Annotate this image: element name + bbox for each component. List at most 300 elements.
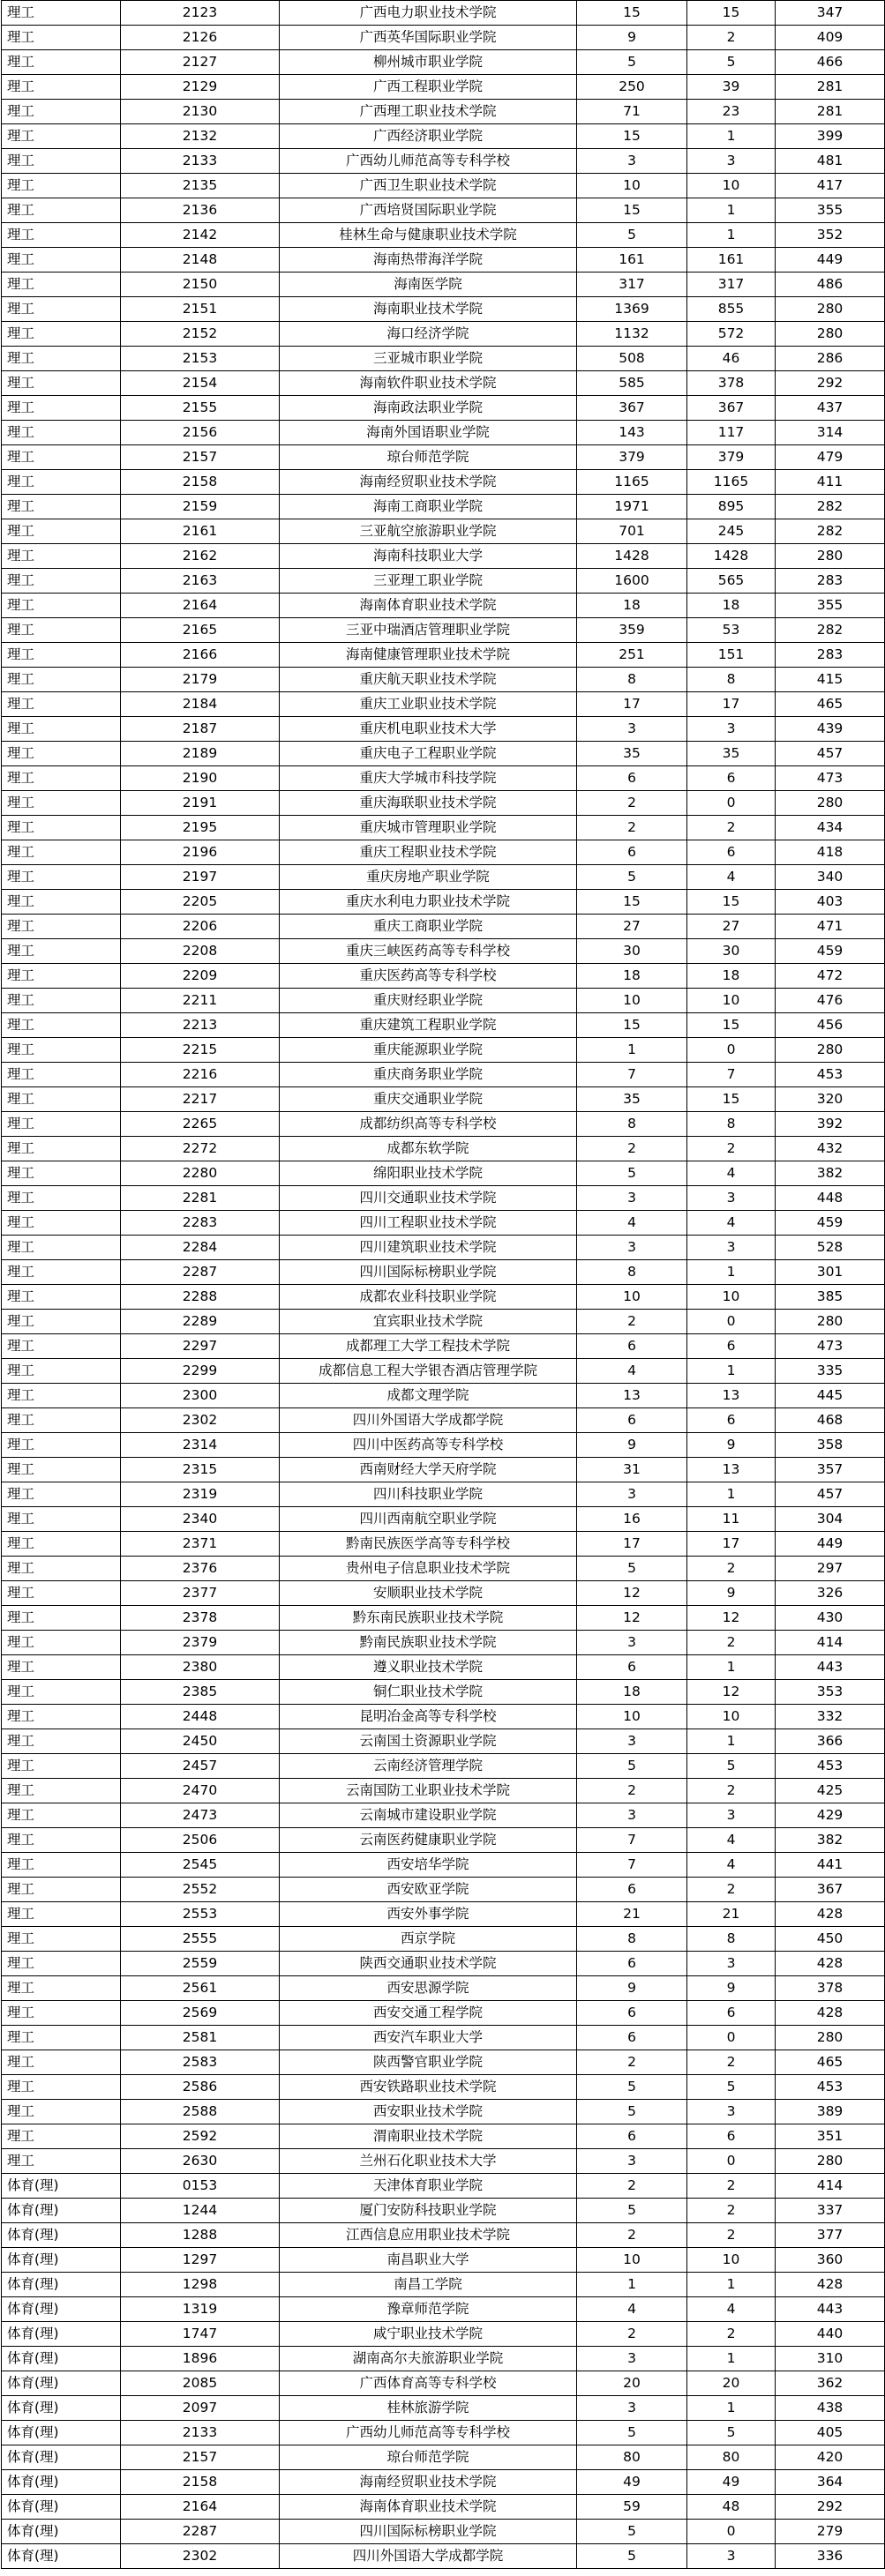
school-code-cell: 2506 (121, 1828, 280, 1853)
school-code-cell: 2133 (121, 149, 280, 174)
school-code-cell: 0153 (121, 2174, 280, 2199)
min-score-cell: 476 (776, 989, 885, 1013)
min-score-cell: 437 (776, 396, 885, 421)
school-name-cell: 云南医药健康职业学院 (280, 1828, 577, 1853)
min-score-cell: 429 (776, 1803, 885, 1828)
category-cell: 理工 (2, 1161, 121, 1186)
min-score-cell: 405 (776, 2421, 885, 2445)
school-code-cell: 2157 (121, 445, 280, 470)
plan-count-cell: 6 (577, 1408, 687, 1433)
plan-count-cell: 31 (577, 1458, 687, 1482)
school-code-cell: 2148 (121, 248, 280, 273)
min-score-cell: 443 (776, 2297, 885, 2322)
school-code-cell: 2187 (121, 717, 280, 742)
table-row (2, 2396, 885, 2421)
min-score-cell: 282 (776, 495, 885, 519)
min-score-cell: 382 (776, 1828, 885, 1853)
table-row (2, 2124, 885, 2149)
school-code-cell: 2151 (121, 297, 280, 322)
table-row (2, 964, 885, 989)
category-cell: 理工 (2, 1112, 121, 1137)
school-name-cell: 海南软件职业技术学院 (280, 371, 577, 396)
admitted-count-cell: 48 (687, 2495, 776, 2520)
min-score-cell: 377 (776, 2223, 885, 2248)
admitted-count-cell: 2 (687, 1557, 776, 1581)
school-code-cell: 2340 (121, 1507, 280, 1532)
table-row (2, 544, 885, 569)
category-cell: 理工 (2, 75, 121, 100)
category-cell: 体育(理) (2, 2544, 121, 2569)
plan-count-cell: 8 (577, 1927, 687, 1952)
min-score-cell: 418 (776, 840, 885, 865)
plan-count-cell: 6 (577, 1878, 687, 1902)
plan-count-cell: 2 (577, 2050, 687, 2075)
category-cell: 理工 (2, 742, 121, 766)
school-name-cell: 重庆海联职业技术学院 (280, 791, 577, 816)
min-score-cell: 438 (776, 2396, 885, 2421)
category-cell: 体育(理) (2, 2371, 121, 2396)
school-code-cell: 2630 (121, 2149, 280, 2174)
school-name-cell: 成都理工大学工程技术学院 (280, 1334, 577, 1359)
plan-count-cell: 16 (577, 1507, 687, 1532)
table-row (2, 1507, 885, 1532)
school-name-cell: 贵州电子信息职业技术学院 (280, 1557, 577, 1581)
min-score-cell: 378 (776, 1976, 885, 2001)
plan-count-cell: 701 (577, 519, 687, 544)
school-code-cell: 2592 (121, 2124, 280, 2149)
school-code-cell: 2097 (121, 2396, 280, 2421)
category-cell: 理工 (2, 1137, 121, 1161)
min-score-cell: 351 (776, 2124, 885, 2149)
school-name-cell: 海南健康管理职业技术学院 (280, 643, 577, 668)
min-score-cell: 360 (776, 2248, 885, 2273)
admitted-count-cell: 4 (687, 1161, 776, 1186)
school-name-cell: 琼台师范学院 (280, 445, 577, 470)
table-row (2, 1927, 885, 1952)
plan-count-cell: 9 (577, 1433, 687, 1458)
min-score-cell: 297 (776, 1557, 885, 1581)
min-score-cell: 399 (776, 124, 885, 149)
school-code-cell: 2569 (121, 2001, 280, 2026)
school-name-cell: 西安培华学院 (280, 1853, 577, 1878)
plan-count-cell: 7 (577, 1853, 687, 1878)
admitted-count-cell: 17 (687, 1532, 776, 1557)
table-row (2, 1310, 885, 1334)
category-cell: 理工 (2, 2001, 121, 2026)
admitted-count-cell: 13 (687, 1458, 776, 1482)
admitted-count-cell: 10 (687, 1705, 776, 1729)
table-row (2, 2421, 885, 2445)
table-row (2, 2223, 885, 2248)
category-cell: 理工 (2, 766, 121, 791)
admitted-count-cell: 4 (687, 865, 776, 890)
school-name-cell: 云南国土资源职业学院 (280, 1729, 577, 1754)
table-row (2, 865, 885, 890)
plan-count-cell: 10 (577, 2248, 687, 2273)
school-name-cell: 西安欧亚学院 (280, 1878, 577, 1902)
school-name-cell: 海南体育职业技术学院 (280, 594, 577, 618)
school-name-cell: 海南经贸职业技术学院 (280, 2470, 577, 2495)
category-cell: 理工 (2, 890, 121, 915)
admitted-count-cell: 8 (687, 668, 776, 692)
school-code-cell: 2154 (121, 371, 280, 396)
table-row (2, 1705, 885, 1729)
admitted-count-cell: 0 (687, 2149, 776, 2174)
category-cell: 体育(理) (2, 2520, 121, 2544)
admitted-count-cell: 2 (687, 1779, 776, 1803)
school-name-cell: 海南科技职业大学 (280, 544, 577, 569)
school-code-cell: 2299 (121, 1359, 280, 1384)
plan-count-cell: 2 (577, 1310, 687, 1334)
min-score-cell: 440 (776, 2322, 885, 2347)
school-code-cell: 2133 (121, 2421, 280, 2445)
min-score-cell: 283 (776, 643, 885, 668)
plan-count-cell: 251 (577, 643, 687, 668)
table-row (2, 198, 885, 223)
school-code-cell: 2380 (121, 1655, 280, 1680)
plan-count-cell: 9 (577, 26, 687, 50)
admitted-count-cell: 565 (687, 569, 776, 594)
category-cell: 理工 (2, 149, 121, 174)
min-score-cell: 466 (776, 50, 885, 75)
category-cell: 理工 (2, 1754, 121, 1779)
school-name-cell: 天津体育职业学院 (280, 2174, 577, 2199)
admitted-count-cell: 6 (687, 1334, 776, 1359)
min-score-cell: 280 (776, 1310, 885, 1334)
admitted-count-cell: 3 (687, 1952, 776, 1976)
plan-count-cell: 379 (577, 445, 687, 470)
category-cell: 理工 (2, 2149, 121, 2174)
category-cell: 理工 (2, 1384, 121, 1408)
min-score-cell: 439 (776, 717, 885, 742)
school-name-cell: 重庆能源职业学院 (280, 1038, 577, 1063)
school-name-cell: 重庆工程职业技术学院 (280, 840, 577, 865)
plan-count-cell: 143 (577, 421, 687, 445)
plan-count-cell: 1369 (577, 297, 687, 322)
table-row (2, 1828, 885, 1853)
admitted-count-cell: 5 (687, 1754, 776, 1779)
school-code-cell: 2213 (121, 1013, 280, 1038)
category-cell: 理工 (2, 347, 121, 371)
table-body (2, 1, 885, 2569)
school-code-cell: 2153 (121, 347, 280, 371)
admitted-count-cell: 27 (687, 915, 776, 939)
school-name-cell: 西京学院 (280, 1927, 577, 1952)
category-cell: 理工 (2, 594, 121, 618)
school-code-cell: 2378 (121, 1606, 280, 1631)
school-code-cell: 2553 (121, 1902, 280, 1927)
school-code-cell: 2583 (121, 2050, 280, 2075)
category-cell: 体育(理) (2, 2421, 121, 2445)
category-cell: 理工 (2, 1828, 121, 1853)
plan-count-cell: 250 (577, 75, 687, 100)
plan-count-cell: 12 (577, 1581, 687, 1606)
plan-count-cell: 317 (577, 273, 687, 297)
admitted-count-cell: 1165 (687, 470, 776, 495)
school-code-cell: 2300 (121, 1384, 280, 1408)
admitted-count-cell: 0 (687, 1310, 776, 1334)
admitted-count-cell: 572 (687, 322, 776, 347)
school-code-cell: 2302 (121, 2544, 280, 2569)
school-code-cell: 2130 (121, 100, 280, 124)
plan-count-cell: 8 (577, 1260, 687, 1285)
min-score-cell: 332 (776, 1705, 885, 1729)
school-name-cell: 绵阳职业技术学院 (280, 1161, 577, 1186)
admitted-count-cell: 15 (687, 1087, 776, 1112)
admitted-count-cell: 4 (687, 1828, 776, 1853)
min-score-cell: 281 (776, 75, 885, 100)
admitted-count-cell: 3 (687, 2100, 776, 2124)
school-code-cell: 2164 (121, 594, 280, 618)
min-score-cell: 357 (776, 1458, 885, 1482)
school-name-cell: 海南热带海洋学院 (280, 248, 577, 273)
school-code-cell: 2158 (121, 2470, 280, 2495)
plan-count-cell: 71 (577, 100, 687, 124)
min-score-cell: 358 (776, 1433, 885, 1458)
plan-count-cell: 18 (577, 964, 687, 989)
admitted-count-cell: 0 (687, 2520, 776, 2544)
plan-count-cell: 3 (577, 2347, 687, 2371)
school-name-cell: 海南职业技术学院 (280, 297, 577, 322)
table-row (2, 2520, 885, 2544)
table-row (2, 223, 885, 248)
category-cell: 理工 (2, 1433, 121, 1458)
school-code-cell: 2297 (121, 1334, 280, 1359)
school-name-cell: 柳州城市职业学院 (280, 50, 577, 75)
school-code-cell: 2196 (121, 840, 280, 865)
table-row (2, 2495, 885, 2520)
admitted-count-cell: 1 (687, 223, 776, 248)
table-row (2, 445, 885, 470)
category-cell: 理工 (2, 1532, 121, 1557)
min-score-cell: 448 (776, 1186, 885, 1211)
plan-count-cell: 6 (577, 766, 687, 791)
min-score-cell: 457 (776, 742, 885, 766)
table-row (2, 1779, 885, 1803)
school-code-cell: 2162 (121, 544, 280, 569)
plan-count-cell: 508 (577, 347, 687, 371)
category-cell: 理工 (2, 248, 121, 273)
admitted-count-cell: 1 (687, 1655, 776, 1680)
school-name-cell: 广西工程职业学院 (280, 75, 577, 100)
school-name-cell: 广西电力职业技术学院 (280, 1, 577, 26)
school-code-cell: 2142 (121, 223, 280, 248)
school-code-cell: 2281 (121, 1186, 280, 1211)
school-name-cell: 陕西交通职业技术学院 (280, 1952, 577, 1976)
admitted-count-cell: 0 (687, 2026, 776, 2050)
category-cell: 理工 (2, 445, 121, 470)
admitted-count-cell: 3 (687, 1803, 776, 1828)
school-code-cell: 2315 (121, 1458, 280, 1482)
school-code-cell: 2209 (121, 964, 280, 989)
plan-count-cell: 8 (577, 1112, 687, 1137)
admitted-count-cell: 2 (687, 26, 776, 50)
school-code-cell: 2457 (121, 1754, 280, 1779)
table-row (2, 371, 885, 396)
category-cell: 体育(理) (2, 2322, 121, 2347)
min-score-cell: 337 (776, 2199, 885, 2223)
table-row (2, 174, 885, 198)
admitted-count-cell: 1 (687, 1260, 776, 1285)
admitted-count-cell: 1428 (687, 544, 776, 569)
category-cell: 理工 (2, 223, 121, 248)
plan-count-cell: 18 (577, 594, 687, 618)
school-name-cell: 西安外事学院 (280, 1902, 577, 1927)
school-name-cell: 宜宾职业技术学院 (280, 1310, 577, 1334)
min-score-cell: 465 (776, 2050, 885, 2075)
plan-count-cell: 6 (577, 1334, 687, 1359)
school-name-cell: 重庆工业职业技术学院 (280, 692, 577, 717)
admitted-count-cell: 6 (687, 2001, 776, 2026)
table-row (2, 2026, 885, 2050)
min-score-cell: 280 (776, 2149, 885, 2174)
school-code-cell: 2211 (121, 989, 280, 1013)
school-name-cell: 兰州石化职业技术大学 (280, 2149, 577, 2174)
category-cell: 理工 (2, 1779, 121, 1803)
admitted-count-cell: 2 (687, 2322, 776, 2347)
category-cell: 理工 (2, 668, 121, 692)
school-code-cell: 2166 (121, 643, 280, 668)
category-cell: 理工 (2, 915, 121, 939)
school-name-cell: 遵义职业技术学院 (280, 1655, 577, 1680)
admitted-count-cell: 11 (687, 1507, 776, 1532)
category-cell: 理工 (2, 1087, 121, 1112)
category-cell: 理工 (2, 1581, 121, 1606)
plan-count-cell: 17 (577, 692, 687, 717)
admitted-count-cell: 15 (687, 1, 776, 26)
category-cell: 理工 (2, 692, 121, 717)
school-name-cell: 海南体育职业技术学院 (280, 2495, 577, 2520)
plan-count-cell: 1971 (577, 495, 687, 519)
school-code-cell: 2152 (121, 322, 280, 347)
school-name-cell: 重庆建筑工程职业学院 (280, 1013, 577, 1038)
category-cell: 体育(理) (2, 2223, 121, 2248)
table-row (2, 1433, 885, 1458)
plan-count-cell: 30 (577, 939, 687, 964)
table-row (2, 915, 885, 939)
school-name-cell: 三亚中瑞酒店管理职业学院 (280, 618, 577, 643)
admitted-count-cell: 855 (687, 297, 776, 322)
category-cell: 理工 (2, 791, 121, 816)
school-code-cell: 2129 (121, 75, 280, 100)
table-row (2, 1655, 885, 1680)
table-row (2, 273, 885, 297)
school-name-cell: 黔南民族职业技术学院 (280, 1631, 577, 1655)
category-cell: 理工 (2, 989, 121, 1013)
school-code-cell: 2280 (121, 1161, 280, 1186)
school-name-cell: 黔东南民族职业技术学院 (280, 1606, 577, 1631)
school-code-cell: 2217 (121, 1087, 280, 1112)
plan-count-cell: 80 (577, 2445, 687, 2470)
min-score-cell: 428 (776, 1902, 885, 1927)
school-code-cell: 2216 (121, 1063, 280, 1087)
school-name-cell: 重庆城市管理职业学院 (280, 816, 577, 840)
category-cell: 体育(理) (2, 2273, 121, 2297)
school-code-cell: 2132 (121, 124, 280, 149)
school-code-cell: 2470 (121, 1779, 280, 1803)
category-cell: 理工 (2, 124, 121, 149)
category-cell: 理工 (2, 1038, 121, 1063)
school-code-cell: 2085 (121, 2371, 280, 2396)
table-row (2, 519, 885, 544)
plan-count-cell: 9 (577, 1976, 687, 2001)
category-cell: 理工 (2, 1408, 121, 1433)
school-name-cell: 重庆商务职业学院 (280, 1063, 577, 1087)
school-code-cell: 2371 (121, 1532, 280, 1557)
admitted-count-cell: 2 (687, 1137, 776, 1161)
school-name-cell: 四川中医药高等专科学校 (280, 1433, 577, 1458)
school-name-cell: 云南经济管理学院 (280, 1754, 577, 1779)
min-score-cell: 443 (776, 1655, 885, 1680)
school-name-cell: 重庆交通职业学院 (280, 1087, 577, 1112)
school-name-cell: 海南医学院 (280, 273, 577, 297)
plan-count-cell: 15 (577, 1, 687, 26)
plan-count-cell: 4 (577, 2297, 687, 2322)
category-cell: 理工 (2, 1359, 121, 1384)
plan-count-cell: 3 (577, 717, 687, 742)
min-score-cell: 367 (776, 1878, 885, 1902)
school-code-cell: 2163 (121, 569, 280, 594)
category-cell: 理工 (2, 1557, 121, 1581)
school-code-cell: 2302 (121, 1408, 280, 1433)
category-cell: 体育(理) (2, 2297, 121, 2322)
school-name-cell: 桂林旅游学院 (280, 2396, 577, 2421)
school-code-cell: 2206 (121, 915, 280, 939)
category-cell: 理工 (2, 470, 121, 495)
school-name-cell: 陕西警官职业学院 (280, 2050, 577, 2075)
admitted-count-cell: 15 (687, 890, 776, 915)
school-name-cell: 西南财经大学天府学院 (280, 1458, 577, 1482)
admitted-count-cell: 30 (687, 939, 776, 964)
school-code-cell: 2136 (121, 198, 280, 223)
plan-count-cell: 15 (577, 890, 687, 915)
table-row (2, 1482, 885, 1507)
table-row (2, 297, 885, 322)
admitted-count-cell: 6 (687, 766, 776, 791)
school-code-cell: 2197 (121, 865, 280, 890)
school-name-cell: 南昌职业大学 (280, 2248, 577, 2273)
school-name-cell: 重庆航天职业技术学院 (280, 668, 577, 692)
school-name-cell: 四川交通职业技术学院 (280, 1186, 577, 1211)
school-name-cell: 海南政法职业学院 (280, 396, 577, 421)
school-name-cell: 三亚航空旅游职业学院 (280, 519, 577, 544)
table-row (2, 2174, 885, 2199)
school-code-cell: 2191 (121, 791, 280, 816)
plan-count-cell: 3 (577, 1236, 687, 1260)
table-row (2, 2248, 885, 2273)
table-row (2, 2075, 885, 2100)
plan-count-cell: 1132 (577, 322, 687, 347)
table-row (2, 939, 885, 964)
table-row (2, 1458, 885, 1482)
plan-count-cell: 20 (577, 2371, 687, 2396)
plan-count-cell: 1 (577, 1038, 687, 1063)
school-code-cell: 2208 (121, 939, 280, 964)
plan-count-cell: 3 (577, 149, 687, 174)
min-score-cell: 280 (776, 1038, 885, 1063)
school-name-cell: 海南工商职业学院 (280, 495, 577, 519)
plan-count-cell: 2 (577, 2322, 687, 2347)
table-row (2, 618, 885, 643)
table-row (2, 1186, 885, 1211)
plan-count-cell: 2 (577, 1137, 687, 1161)
table-row (2, 1902, 885, 1927)
plan-count-cell: 6 (577, 1655, 687, 1680)
category-cell: 理工 (2, 544, 121, 569)
school-name-cell: 成都信息工程大学银杏酒店管理学院 (280, 1359, 577, 1384)
category-cell: 理工 (2, 50, 121, 75)
school-code-cell: 2215 (121, 1038, 280, 1063)
